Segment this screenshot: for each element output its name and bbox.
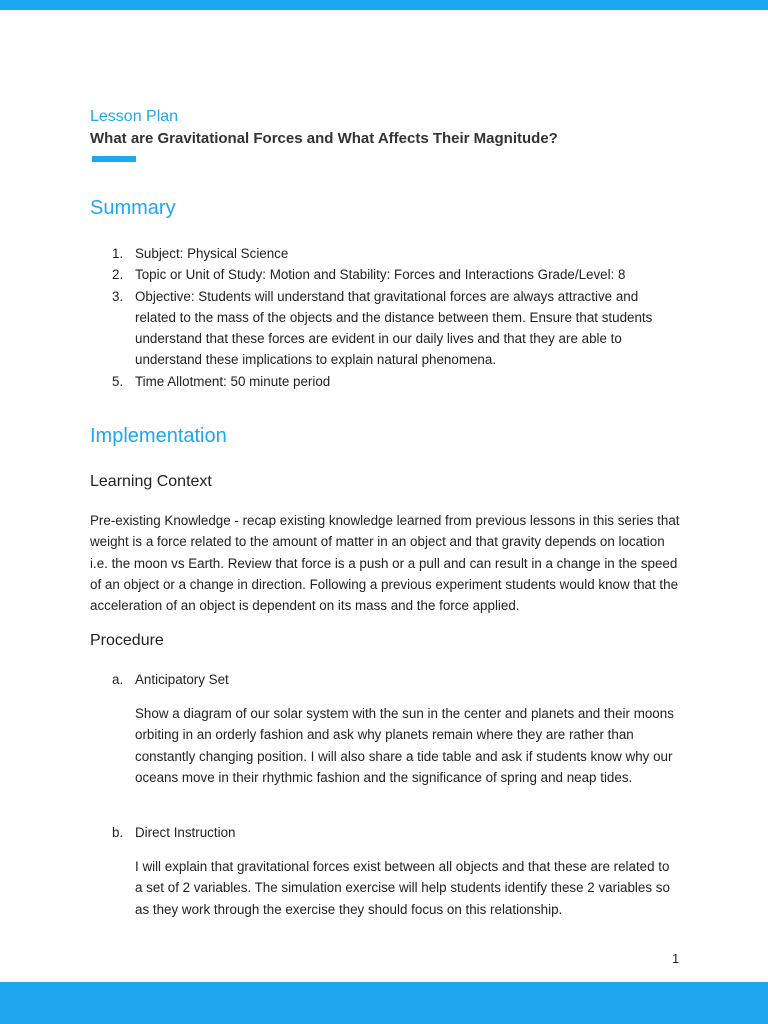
list-item	[90, 264, 680, 285]
learning-context-heading: Learning Context	[90, 473, 212, 490]
procedure-label: Anticipatory Set	[135, 672, 229, 687]
list-text: Subject: Physical Science	[135, 246, 289, 261]
anticipatory-set-text: Show a diagram of our solar system with the sun in the center and planets and their moons orbiting in an orderly fashion and ask why planets remain where they are rather than constantly changing position. I will also share a tide table and ask if students know why our oceans move in their rhythmic fashion and the significance of spring and neap tides.	[135, 706, 674, 785]
list-number: 1.	[112, 246, 124, 261]
document-title: What are Gravitational Forces and What Affects Their Magnitude?	[90, 130, 558, 147]
list-item	[90, 286, 680, 371]
list-number: 5.	[112, 373, 124, 389]
procedure-heading: Procedure	[90, 632, 164, 649]
list-number: 2.	[112, 267, 124, 283]
list-text: Time Allotment: 50 minute period	[135, 373, 331, 389]
learning-context-text: Pre-existing Knowledge - recap existing knowledge learned from previous lessons in this series that weight is a force related to the amount of matter in an object and that gravity depends on location i.e. the moon vs Earth. Review that force is a push or a pull and can result in a change in the speed of an object or a change in direction. Following a previous experiment students would know that the acceleration of an object is dependent on its mass and the force applied.	[90, 513, 680, 614]
procedure-letter: a.	[112, 672, 124, 687]
procedure-label: Direct Instruction	[135, 825, 236, 840]
list-item	[90, 371, 680, 392]
list-item	[90, 243, 680, 264]
implementation-heading: Implementation	[90, 425, 227, 447]
document-kicker: Lesson Plan	[90, 108, 179, 125]
list-number: 3.	[112, 288, 124, 304]
procedure-letter: b.	[112, 825, 124, 840]
top-accent-bar	[0, 0, 768, 10]
list-text: Objective: Students will understand that gravitational forces are always attractive and related to the mass of the objects and the distance between them. Ensure that students understand that these forces are evident in our daily lives and that they are able to understand these implications to explain natural phenomena.	[135, 288, 653, 368]
title-underline	[92, 156, 136, 162]
summary-list	[90, 243, 680, 392]
page-number: 1	[672, 951, 680, 966]
summary-heading: Summary	[90, 197, 176, 219]
bottom-accent-bar	[0, 982, 768, 1024]
direct-instruction-text: I will explain that gravitational forces exist between all objects and that these are related to a set of 2 variables. The simulation exercise will help students identify these 2 variables so as they work through the exercise they should focus on this relationship.	[135, 859, 670, 917]
list-text: Topic or Unit of Study: Motion and Stability: Forces and Interactions Grade/Level: 8	[135, 267, 626, 283]
